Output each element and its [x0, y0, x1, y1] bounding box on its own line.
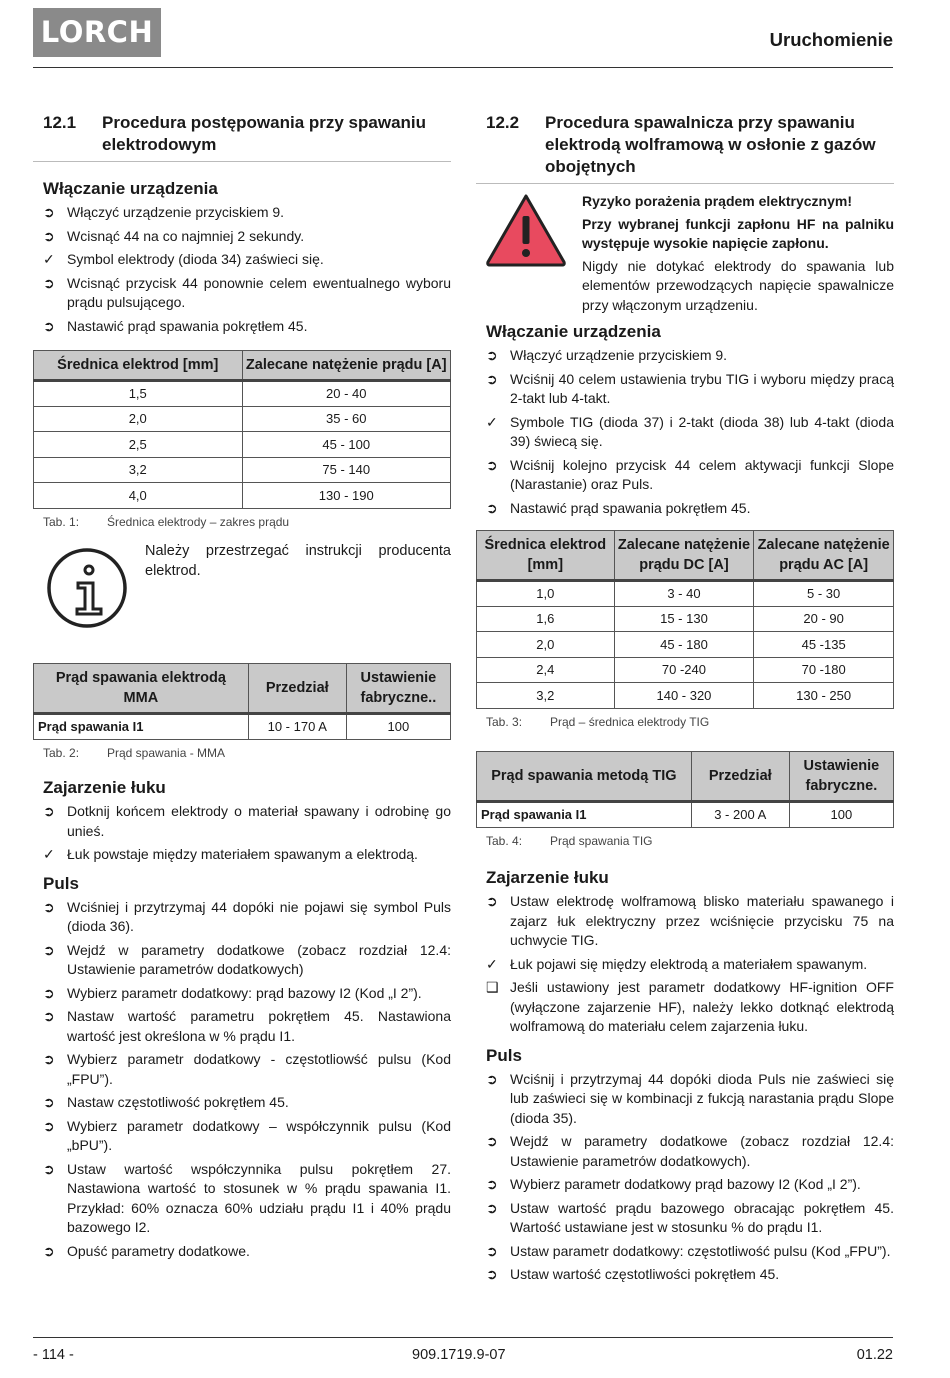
info-note — [33, 542, 451, 638]
table-cell: 2,0 — [34, 406, 243, 432]
subheading-puls: Puls — [486, 1045, 522, 1065]
list-item-text: Wybierz parametr dodatkowy prąd bazowy I2 (Kod „I 2”). — [510, 1176, 861, 1192]
list-item — [486, 456, 894, 495]
table-caption — [476, 832, 894, 852]
mma-current-table — [33, 663, 451, 740]
table-header-default: Ustawienie fabryczne. — [789, 752, 893, 802]
list-item — [43, 1242, 451, 1262]
table-cell: 45 - 180 — [614, 632, 754, 658]
page-number: - 114 - — [33, 1347, 74, 1363]
table-header-range: Przedział — [691, 752, 789, 802]
table-cell: 70 -180 — [754, 657, 894, 683]
left-column — [33, 112, 451, 1265]
table-cell: 4,0 — [34, 483, 243, 509]
caption-text: Prąd – średnica elektrody TIG — [550, 714, 710, 729]
caption-number: Tab. 3: — [486, 714, 523, 729]
table-caption — [476, 713, 894, 733]
arrow-bullet-icon: ➲ — [43, 1008, 55, 1024]
row-label: Prąd spawania I1 — [34, 714, 249, 740]
caption-text: Średnica elektrody – zakres prądu — [107, 514, 290, 529]
list-item-text: Wciśnij 40 celem ustawienia trybu TIG i wyboru między pracą 2-takt lub 4-takt. — [510, 370, 894, 406]
section-title: Procedura spawalnicza przy spawaniu elektrodą wolframową w osłonie z gazów obojętnych — [545, 113, 876, 176]
table-cell: 35 - 60 — [242, 406, 451, 432]
electrode-current-table — [33, 350, 451, 509]
arrow-bullet-icon: ➲ — [486, 347, 498, 363]
table-row — [477, 802, 894, 828]
list-item — [43, 1160, 451, 1238]
table-cell: 70 -240 — [614, 657, 754, 683]
table-cell: 1,0 — [477, 581, 615, 607]
table-cell: 1,5 — [34, 381, 243, 407]
row-range: 10 - 170 A — [248, 714, 346, 740]
table-cell: 1,6 — [477, 606, 615, 632]
subheading-puls: Puls — [43, 873, 79, 893]
list-item — [486, 1070, 894, 1129]
table-cell: 5 - 30 — [754, 581, 894, 607]
table-row — [477, 581, 894, 607]
table-cell: 75 - 140 — [242, 457, 451, 483]
list-item — [43, 802, 451, 841]
caption-text: Prąd spawania - MMA — [107, 745, 226, 760]
arrow-bullet-icon: ➲ — [486, 456, 498, 473]
table-header-dc: Zalecane natężenie prądu DC [A] — [614, 531, 754, 581]
table-cell: 140 - 320 — [614, 683, 754, 709]
arrow-bullet-icon: ➲ — [486, 1242, 498, 1259]
warning-bold-2: Przy wybranej funkcji zapłonu HF na palniku występuje wysokie napięcie zapłonu. — [582, 215, 894, 251]
arrow-bullet-icon: ➲ — [486, 893, 498, 909]
list-item-text: Symbole TIG (dioda 37) i 2-takt (dioda 38) lub 4-takt (dioda 39) świecą się. — [510, 413, 894, 449]
table-caption — [33, 744, 451, 764]
table-cell: 3,2 — [34, 457, 243, 483]
list-item — [486, 1265, 894, 1285]
arrow-bullet-icon: ➲ — [43, 1160, 55, 1177]
caption-text: Prąd spawania TIG — [550, 833, 653, 848]
arrow-bullet-icon: ➲ — [486, 1176, 498, 1192]
list-item — [43, 317, 451, 337]
list-item — [486, 1242, 894, 1262]
list-item-text: Nastaw częstotliwość pokrętłem 45. — [67, 1094, 289, 1110]
arrow-bullet-icon: ➲ — [43, 1117, 55, 1134]
list-item — [486, 1132, 894, 1171]
subheading-switch-on: Włączanie urządzenia — [43, 179, 218, 198]
list-item — [43, 203, 451, 223]
table-cell: 20 - 90 — [754, 606, 894, 632]
section-number: 12.1 — [43, 113, 77, 132]
table-row — [34, 714, 451, 740]
subheading-arc: Zajarzenie łuku — [486, 868, 609, 887]
arrow-bullet-icon: ➲ — [43, 317, 55, 334]
list-item-text: Wybierz parametr dodatkowy - częstotliowść pulsu (Kod „FPU”). — [67, 1051, 451, 1087]
list-item-text: Łuk powstaje między materiałem spawanym a elektrodą. — [67, 846, 418, 862]
table-cell: 45 - 100 — [242, 432, 451, 458]
section-title: Procedura postępowania przy spawaniu elektrodowym — [102, 113, 427, 154]
warning-body: Nigdy nie dotykać elektrody do spawania lub elementów przewodzących napięcie spawalnicze przy włączonym urządzeniu. — [582, 257, 894, 313]
list-item-text: Symbol elektrody (dioda 34) zaświeci się. — [67, 251, 324, 267]
table-cell: 2,4 — [477, 657, 615, 683]
arrow-bullet-icon: ➲ — [43, 803, 55, 819]
list-item — [43, 1050, 451, 1089]
list-item-text: Wybierz parametr dodatkowy: prąd bazowy I2 (Kod „I 2”). — [67, 984, 422, 1001]
arrow-bullet-icon: ➲ — [486, 499, 498, 516]
arrow-bullet-icon: ➲ — [486, 1199, 498, 1216]
check-icon: ✓ — [43, 846, 55, 862]
list-item — [43, 941, 451, 980]
list-item-text: Wybierz parametr dodatkowy – współczynnik pulsu (Kod „bPU”). — [67, 1117, 451, 1153]
info-text: Należy przestrzegać instrukcji producenta elektrod. — [145, 543, 451, 579]
arrow-bullet-icon: ➲ — [43, 274, 55, 291]
table-cell: 15 - 130 — [614, 606, 754, 632]
row-default: 100 — [346, 714, 450, 740]
table-row — [34, 432, 451, 458]
table-cell: 2,0 — [477, 632, 615, 658]
list-item — [43, 227, 451, 247]
list-item-text: Ustaw parametr dodatkowy: częstotliwość pulsu (Kod „FPU”). — [510, 1242, 891, 1259]
list-item-text: Nastawić prąd spawania pokrętłem 45. — [510, 499, 751, 516]
list-item — [486, 413, 894, 452]
table-cell: 130 - 190 — [242, 483, 451, 509]
table-header-default: Ustawienie fabryczne.. — [346, 664, 450, 714]
list-item-text: Ustaw wartość współczynnika pulsu pokrętłem 27. Nastawiona wartość to stosunek w % prądu spawania I1. Przykład: 60% oznacza 60% udziału prądu I1 i 40% prądu bazowego I2. — [67, 1160, 451, 1235]
list-item-text: Wejdź w parametry dodatkowe (zobacz rozdział 12.4: Ustawienie parametrów dodatkowych). — [510, 1133, 894, 1169]
list-item — [486, 1175, 894, 1195]
subheading-arc: Zajarzenie łuku — [43, 778, 166, 797]
list-item-text: Jeśli ustawiony jest parametr dodatkowy HF-ignition OFF (wyłączone zajarzenie HF), należy lekko dotknąć elektrodą wolframową do materiału celem zajarzenia łuku. — [510, 979, 894, 1034]
arrow-bullet-icon: ➲ — [43, 898, 55, 915]
table-cell: 3 - 40 — [614, 581, 754, 607]
list-item-text: Wciśnij i przytrzymaj 44 dopóki dioda Puls nie zaświeci się lub zaświeci się w kombinacji z fukcją narastania prądu Slope (dioda 35). — [510, 1070, 894, 1126]
section-number: 12.2 — [486, 113, 520, 132]
list-item — [43, 845, 451, 865]
table-row — [477, 606, 894, 632]
caption-number: Tab. 1: — [43, 514, 80, 529]
list-item-text: Włączyć urządzenie przyciskiem 9. — [67, 204, 285, 220]
table-header-ac: Zalecane natężenie prądu AC [A] — [754, 531, 894, 581]
list-item-text: Nastaw wartość parametru pokrętłem 45. Nastawiona wartość jest określona w % prądu I1. — [67, 1008, 451, 1044]
document-number: 909.1719.9-07 — [412, 1347, 506, 1363]
caption-number: Tab. 2: — [43, 745, 80, 760]
subheading-switch-on: Włączanie urządzenia — [486, 322, 661, 341]
list-item — [43, 1007, 451, 1046]
list-item-text: Wcisnąć przycisk 44 ponownie celem ewentualnego wyboru prądu pulsującego. — [67, 274, 451, 310]
arrow-bullet-icon: ➲ — [43, 1094, 55, 1110]
list-item-text: Wcisnąć 44 na co najmniej 2 sekundy. — [67, 227, 305, 244]
warning-triangle-icon — [484, 192, 568, 268]
switch-on-steps — [33, 203, 451, 336]
arc-steps — [476, 892, 894, 1037]
switch-on-steps — [476, 346, 894, 518]
list-item-text: Ustaw elektrodę wolframową blisko materiału spawanego i zajarz łuk elektryczny przez wciśnięcie przycisku 75 na uchwycie TIG. — [510, 893, 894, 948]
arc-steps — [33, 802, 451, 865]
table-row — [34, 381, 451, 407]
row-label: Prąd spawania I1 — [477, 802, 692, 828]
check-icon: ✓ — [486, 413, 498, 430]
list-item — [486, 892, 894, 951]
arrow-bullet-icon: ➲ — [486, 1133, 498, 1149]
list-item — [43, 250, 451, 270]
list-item — [43, 1093, 451, 1113]
list-item — [486, 370, 894, 409]
arrow-bullet-icon: ➲ — [43, 227, 55, 244]
table-row — [34, 457, 451, 483]
table-cell: 3,2 — [477, 683, 615, 709]
list-item — [43, 1117, 451, 1156]
tig-current-table — [476, 751, 894, 828]
list-item-text: Ustaw wartość prądu bazowego obracając pokrętłem 45. Wartość ustawiane jest w stosunku % do prądu I1. — [510, 1199, 894, 1235]
section-heading-12-2 — [476, 112, 894, 184]
table-cell: 20 - 40 — [242, 381, 451, 407]
warning-text — [568, 192, 894, 315]
table-header-range: Przedział — [248, 664, 346, 714]
puls-steps — [476, 1070, 894, 1285]
warning-note — [476, 192, 894, 315]
arrow-bullet-icon: ➲ — [43, 204, 55, 220]
arrow-bullet-icon: ➲ — [486, 370, 498, 387]
lorch-logo: LORCH — [33, 8, 161, 57]
tig-electrode-current-table — [476, 530, 894, 709]
list-item-text: Włączyć urządzenie przyciskiem 9. — [510, 347, 728, 363]
page-header-title: Uruchomienie — [769, 29, 893, 50]
list-item-text: Dotknij końcem elektrody o materiał spawany i odrobinę go unieś. — [67, 803, 451, 839]
list-item — [486, 346, 894, 366]
warning-bold-1: Ryzyko porażenia prądem elektrycznym! — [582, 193, 852, 209]
table-header-tig: Prąd spawania metodą TIG — [477, 752, 692, 802]
checkbox-icon: ❑ — [486, 979, 499, 995]
table-row — [34, 483, 451, 509]
right-column — [476, 112, 894, 1289]
document-date: 01.22 — [856, 1347, 893, 1363]
footer-divider — [33, 1337, 893, 1338]
row-range: 3 - 200 A — [691, 802, 789, 828]
arrow-bullet-icon: ➲ — [43, 941, 55, 958]
list-item-text: Łuk pojawi się między elektrodą a materiałem spawanym. — [510, 955, 868, 972]
row-default: 100 — [789, 802, 893, 828]
list-item-text: Wciśniej i przytrzymaj 44 dopóki nie pojawi się symbol Puls (dioda 36). — [67, 898, 451, 934]
table-header-mma: Prąd spawania elektrodą MMA — [34, 664, 249, 714]
table-header-current: Zalecane natężenie prądu [A] — [242, 351, 451, 381]
list-item — [43, 274, 451, 313]
list-item — [486, 955, 894, 975]
list-item — [486, 1199, 894, 1238]
info-icon — [41, 542, 137, 638]
check-icon: ✓ — [486, 955, 498, 972]
arrow-bullet-icon: ➲ — [43, 984, 55, 1001]
arrow-bullet-icon: ➲ — [43, 1242, 55, 1259]
check-icon: ✓ — [43, 251, 55, 267]
table-row — [477, 657, 894, 683]
list-item — [486, 499, 894, 519]
arrow-bullet-icon: ➲ — [486, 1266, 498, 1282]
table-cell: 45 -135 — [754, 632, 894, 658]
section-heading-12-1 — [33, 112, 451, 162]
table-caption — [33, 513, 451, 533]
list-item-text: Ustaw wartość częstotliwości pokrętłem 45. — [510, 1266, 780, 1282]
table-row — [34, 406, 451, 432]
table-cell: 130 - 250 — [754, 683, 894, 709]
table-header-diameter: Średnica elektrod [mm] — [34, 351, 243, 381]
arrow-bullet-icon: ➲ — [486, 1070, 498, 1087]
list-item-text: Nastawić prąd spawania pokrętłem 45. — [67, 317, 308, 334]
table-row — [477, 632, 894, 658]
caption-number: Tab. 4: — [486, 833, 523, 848]
header-divider — [33, 67, 893, 68]
list-item-text: Wejdź w parametry dodatkowe (zobacz rozdział 12.4: Ustawienie parametrów dodatkowych) — [67, 941, 451, 977]
table-cell: 2,5 — [34, 432, 243, 458]
table-row — [477, 683, 894, 709]
list-item — [43, 984, 451, 1004]
list-item-text: Wciśnij kolejno przycisk 44 celem aktywacji funkcji Slope (Narastanie) oraz Puls. — [510, 456, 894, 492]
table-header-diameter: Średnica elektrod [mm] — [477, 531, 615, 581]
list-item — [486, 978, 894, 1037]
list-item-text: Opuść parametry dodatkowe. — [67, 1242, 250, 1259]
puls-steps — [33, 898, 451, 1262]
list-item — [43, 898, 451, 937]
arrow-bullet-icon: ➲ — [43, 1051, 55, 1067]
